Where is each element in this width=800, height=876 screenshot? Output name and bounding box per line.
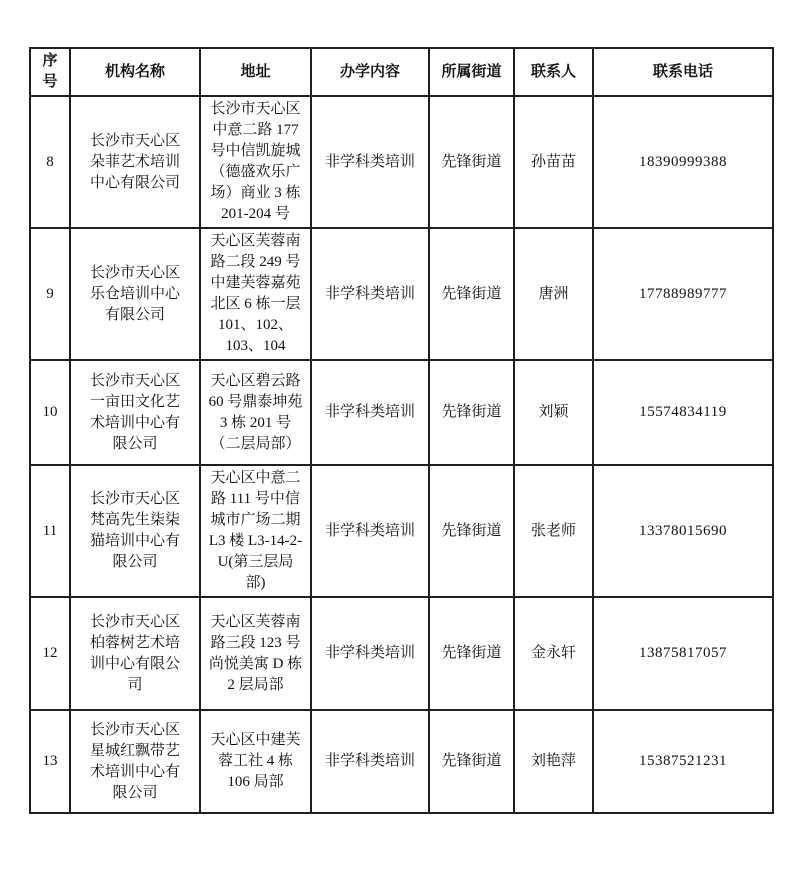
header-phone: 联系电话 [593,48,773,96]
cell-contact-person: 唐洲 [514,228,593,360]
cell-phone: 15387521231 [593,710,773,813]
cell-education-content: 非学科类培训 [311,360,429,465]
cell-street: 先锋街道 [429,228,514,360]
cell-phone: 13378015690 [593,465,773,597]
cell-seq: 9 [30,228,70,360]
cell-education-content: 非学科类培训 [311,710,429,813]
cell-address: 天心区碧云路 60 号鼎泰坤苑 3 栋 201 号（二层局部） [200,360,311,465]
cell-address: 天心区中意二路 111 号中信城市广场二期 L3 楼 L3-14-2-U(第三层局部) [200,465,311,597]
cell-street: 先锋街道 [429,465,514,597]
cell-address: 天心区中建芙蓉工社 4 栋 106 局部 [200,710,311,813]
header-seq: 序号 [30,48,70,96]
table-row [30,228,773,360]
cell-address: 天心区芙蓉南路二段 249 号中建芙蓉嘉苑北区 6 栋一层 101、102、103、104 [200,228,311,360]
cell-education-content: 非学科类培训 [311,597,429,710]
cell-institution-name: 长沙市天心区朵菲艺术培训中心有限公司 [70,96,200,228]
cell-address: 天心区芙蓉南路三段 123 号尚悦美寓 D 栋 2 层局部 [200,597,311,710]
cell-contact-person: 张老师 [514,465,593,597]
cell-street: 先锋街道 [429,360,514,465]
table-row [30,360,773,465]
cell-address: 长沙市天心区中意二路 177 号中信凯旋城（德盛欢乐广场）商业 3 栋 201-204 号 [200,96,311,228]
cell-street: 先锋街道 [429,597,514,710]
cell-education-content: 非学科类培训 [311,465,429,597]
header-address: 地址 [200,48,311,96]
header-education-content: 办学内容 [311,48,429,96]
cell-phone: 13875817057 [593,597,773,710]
table-row [30,710,773,813]
cell-institution-name: 长沙市天心区一亩田文化艺术培训中心有限公司 [70,360,200,465]
cell-street: 先锋街道 [429,96,514,228]
header-street: 所属街道 [429,48,514,96]
table-row [30,597,773,710]
institutions-table [29,47,774,814]
cell-contact-person: 刘颖 [514,360,593,465]
cell-street: 先锋街道 [429,710,514,813]
cell-institution-name: 长沙市天心区梵高先生柒柒猫培训中心有限公司 [70,465,200,597]
cell-seq: 8 [30,96,70,228]
cell-phone: 15574834119 [593,360,773,465]
header-contact-person: 联系人 [514,48,593,96]
cell-seq: 12 [30,597,70,710]
table-header-row [30,48,773,96]
cell-institution-name: 长沙市天心区乐仓培训中心有限公司 [70,228,200,360]
cell-contact-person: 孙苗苗 [514,96,593,228]
table-row [30,465,773,597]
cell-education-content: 非学科类培训 [311,96,429,228]
cell-seq: 10 [30,360,70,465]
cell-seq: 13 [30,710,70,813]
cell-contact-person: 金永轩 [514,597,593,710]
table-row [30,96,773,228]
cell-phone: 18390999388 [593,96,773,228]
cell-institution-name: 长沙市天心区星城红飘带艺术培训中心有限公司 [70,710,200,813]
cell-phone: 17788989777 [593,228,773,360]
cell-seq: 11 [30,465,70,597]
header-institution-name: 机构名称 [70,48,200,96]
cell-contact-person: 刘艳萍 [514,710,593,813]
cell-education-content: 非学科类培训 [311,228,429,360]
cell-institution-name: 长沙市天心区柏蓉树艺术培训中心有限公司 [70,597,200,710]
